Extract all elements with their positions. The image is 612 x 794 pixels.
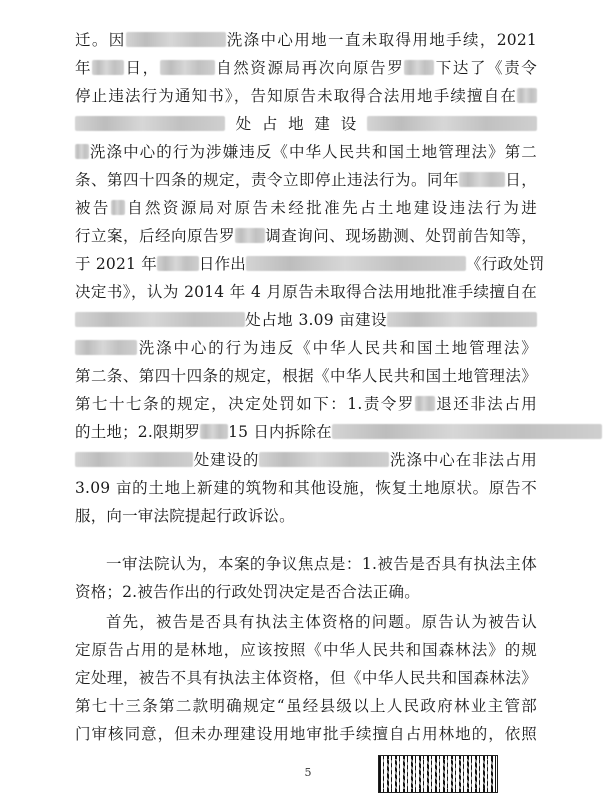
text-line xyxy=(75,82,537,110)
text-line xyxy=(75,474,537,502)
paragraph xyxy=(75,608,537,748)
redacted-text xyxy=(200,424,228,439)
redacted-text xyxy=(517,88,537,103)
text-segment: 调查询问、现场勘测、处罚前告知等， xyxy=(265,227,537,245)
text-segment: 资格；2.被告作出的行政处罚决定是否合法正确。 xyxy=(75,583,420,601)
redacted-text xyxy=(259,452,389,467)
redacted-text xyxy=(75,340,137,355)
redacted-text xyxy=(75,452,193,467)
redacted-text xyxy=(160,60,215,75)
text-line xyxy=(75,550,537,578)
text-line xyxy=(75,636,537,664)
text-line xyxy=(75,110,537,138)
text-segment: 一审法院认为，本案的争议焦点是：1.被告是否具有执法主体 xyxy=(106,555,537,573)
redacted-text xyxy=(404,60,434,75)
text-segment: 洗涤中心的行为涉嫌违反《中华人民共和国土地管理法》第二 xyxy=(89,143,537,161)
redacted-text xyxy=(246,256,466,271)
text-segment: 第七十三条第二款明确规定“虽经县级以上人民政府林业主管部 xyxy=(75,697,537,715)
text-segment: 条、第四十四条的规定，责令立即停止违法行为。同年 xyxy=(75,171,459,189)
paragraph xyxy=(75,550,537,606)
text-segment: 《行政处罚 xyxy=(466,255,545,273)
text-segment: 迁。因 xyxy=(75,31,126,49)
redacted-text xyxy=(126,32,226,47)
redacted-text xyxy=(367,116,537,131)
text-segment: 15 日内拆除在 xyxy=(228,423,332,441)
text-line xyxy=(75,138,537,166)
text-segment: 被告 xyxy=(75,199,111,217)
redacted-text xyxy=(235,228,265,243)
redacted-text xyxy=(75,144,89,159)
text-segment: 洗涤中心在非法占用 xyxy=(389,451,537,469)
text-line xyxy=(75,578,537,606)
text-segment: 自然资源局再次向原告罗 xyxy=(214,59,405,77)
text-segment: 日， xyxy=(124,59,160,77)
text-segment: 的土地；2.限期罗 xyxy=(75,423,201,441)
text-segment: 首先，被告是否具有执法主体资格的问题。原告认为被告认 xyxy=(106,613,537,631)
text-segment: 行立案，后经向原告罗 xyxy=(75,227,235,245)
text-segment: 处建设的 xyxy=(193,451,260,469)
text-segment: 3.09 亩的土地上新建的筑物和其他设施，恢复土地原状。原告不 xyxy=(75,479,537,497)
text-segment: 年 xyxy=(75,59,93,77)
text-line xyxy=(75,194,537,222)
redacted-text xyxy=(459,172,505,187)
text-line xyxy=(75,306,537,334)
redacted-text xyxy=(75,116,225,131)
text-segment: 洗涤中心用地一直未取得用地手续，2021 xyxy=(225,31,537,49)
text-line xyxy=(75,664,537,692)
text-line xyxy=(75,26,537,54)
text-segment: 第七十七条的规定，决定处罚如下：1.责令罗 xyxy=(75,395,415,413)
text-line xyxy=(75,278,537,306)
text-line xyxy=(75,222,537,250)
qr-code xyxy=(378,755,498,793)
text-line xyxy=(75,54,537,82)
text-segment: 门审核同意，但未办理建设用地审批手续擅自占用林地的，依照 xyxy=(75,725,537,743)
text-line xyxy=(75,250,545,278)
text-line xyxy=(75,720,537,748)
text-line xyxy=(75,362,537,390)
redacted-text xyxy=(415,396,435,411)
text-line xyxy=(75,446,537,474)
text-line xyxy=(75,608,537,636)
redacted-text xyxy=(92,60,124,75)
page-number: 5 xyxy=(304,766,312,779)
text-segment: 停止违法行为通知书》，告知原告未取得合法用地手续擅自在 xyxy=(75,87,517,105)
text-segment: 日， xyxy=(504,171,537,189)
text-segment: 于 2021 年 xyxy=(75,255,157,273)
text-segment: 退还非法占用 xyxy=(434,395,537,413)
text-segment: 定原告占用的是林地，应该按照《中华人民共和国森林法》的规 xyxy=(75,641,537,659)
text-segment: 处占地 3.09 亩建设 xyxy=(245,311,387,329)
redacted-text xyxy=(111,200,125,215)
paragraph xyxy=(75,26,545,530)
redacted-text xyxy=(75,312,245,327)
text-line xyxy=(75,334,537,362)
text-line xyxy=(75,390,537,418)
text-line xyxy=(75,418,537,446)
text-segment: 处占地建设 xyxy=(225,115,367,133)
text-line xyxy=(75,502,537,530)
text-segment: 第二条、第四十四条的规定，根据《中华人民共和国土地管理法》 xyxy=(75,367,537,385)
text-line xyxy=(75,692,537,720)
redacted-text xyxy=(332,424,602,439)
text-segment: 服，向一审法院提起行政诉讼。 xyxy=(75,507,295,525)
redacted-text xyxy=(387,312,537,327)
text-segment: 洗涤中心的行为违反《中华人民共和国土地管理法》 xyxy=(137,339,537,357)
text-line xyxy=(75,166,537,194)
text-segment: 定处理，被告不具有执法主体资格，但《中华人民共和国森林法》 xyxy=(75,669,537,687)
text-segment: 下达了《责令 xyxy=(434,59,538,77)
text-segment: 日作出 xyxy=(198,255,247,273)
redacted-text xyxy=(157,256,199,271)
text-segment: 决定书》，认为 2014 年 4 月原告未取得合法用地批准手续擅自在 xyxy=(75,283,537,301)
text-segment: 自然资源局对原告未经批准先占土地建设违法行为进 xyxy=(124,199,537,217)
